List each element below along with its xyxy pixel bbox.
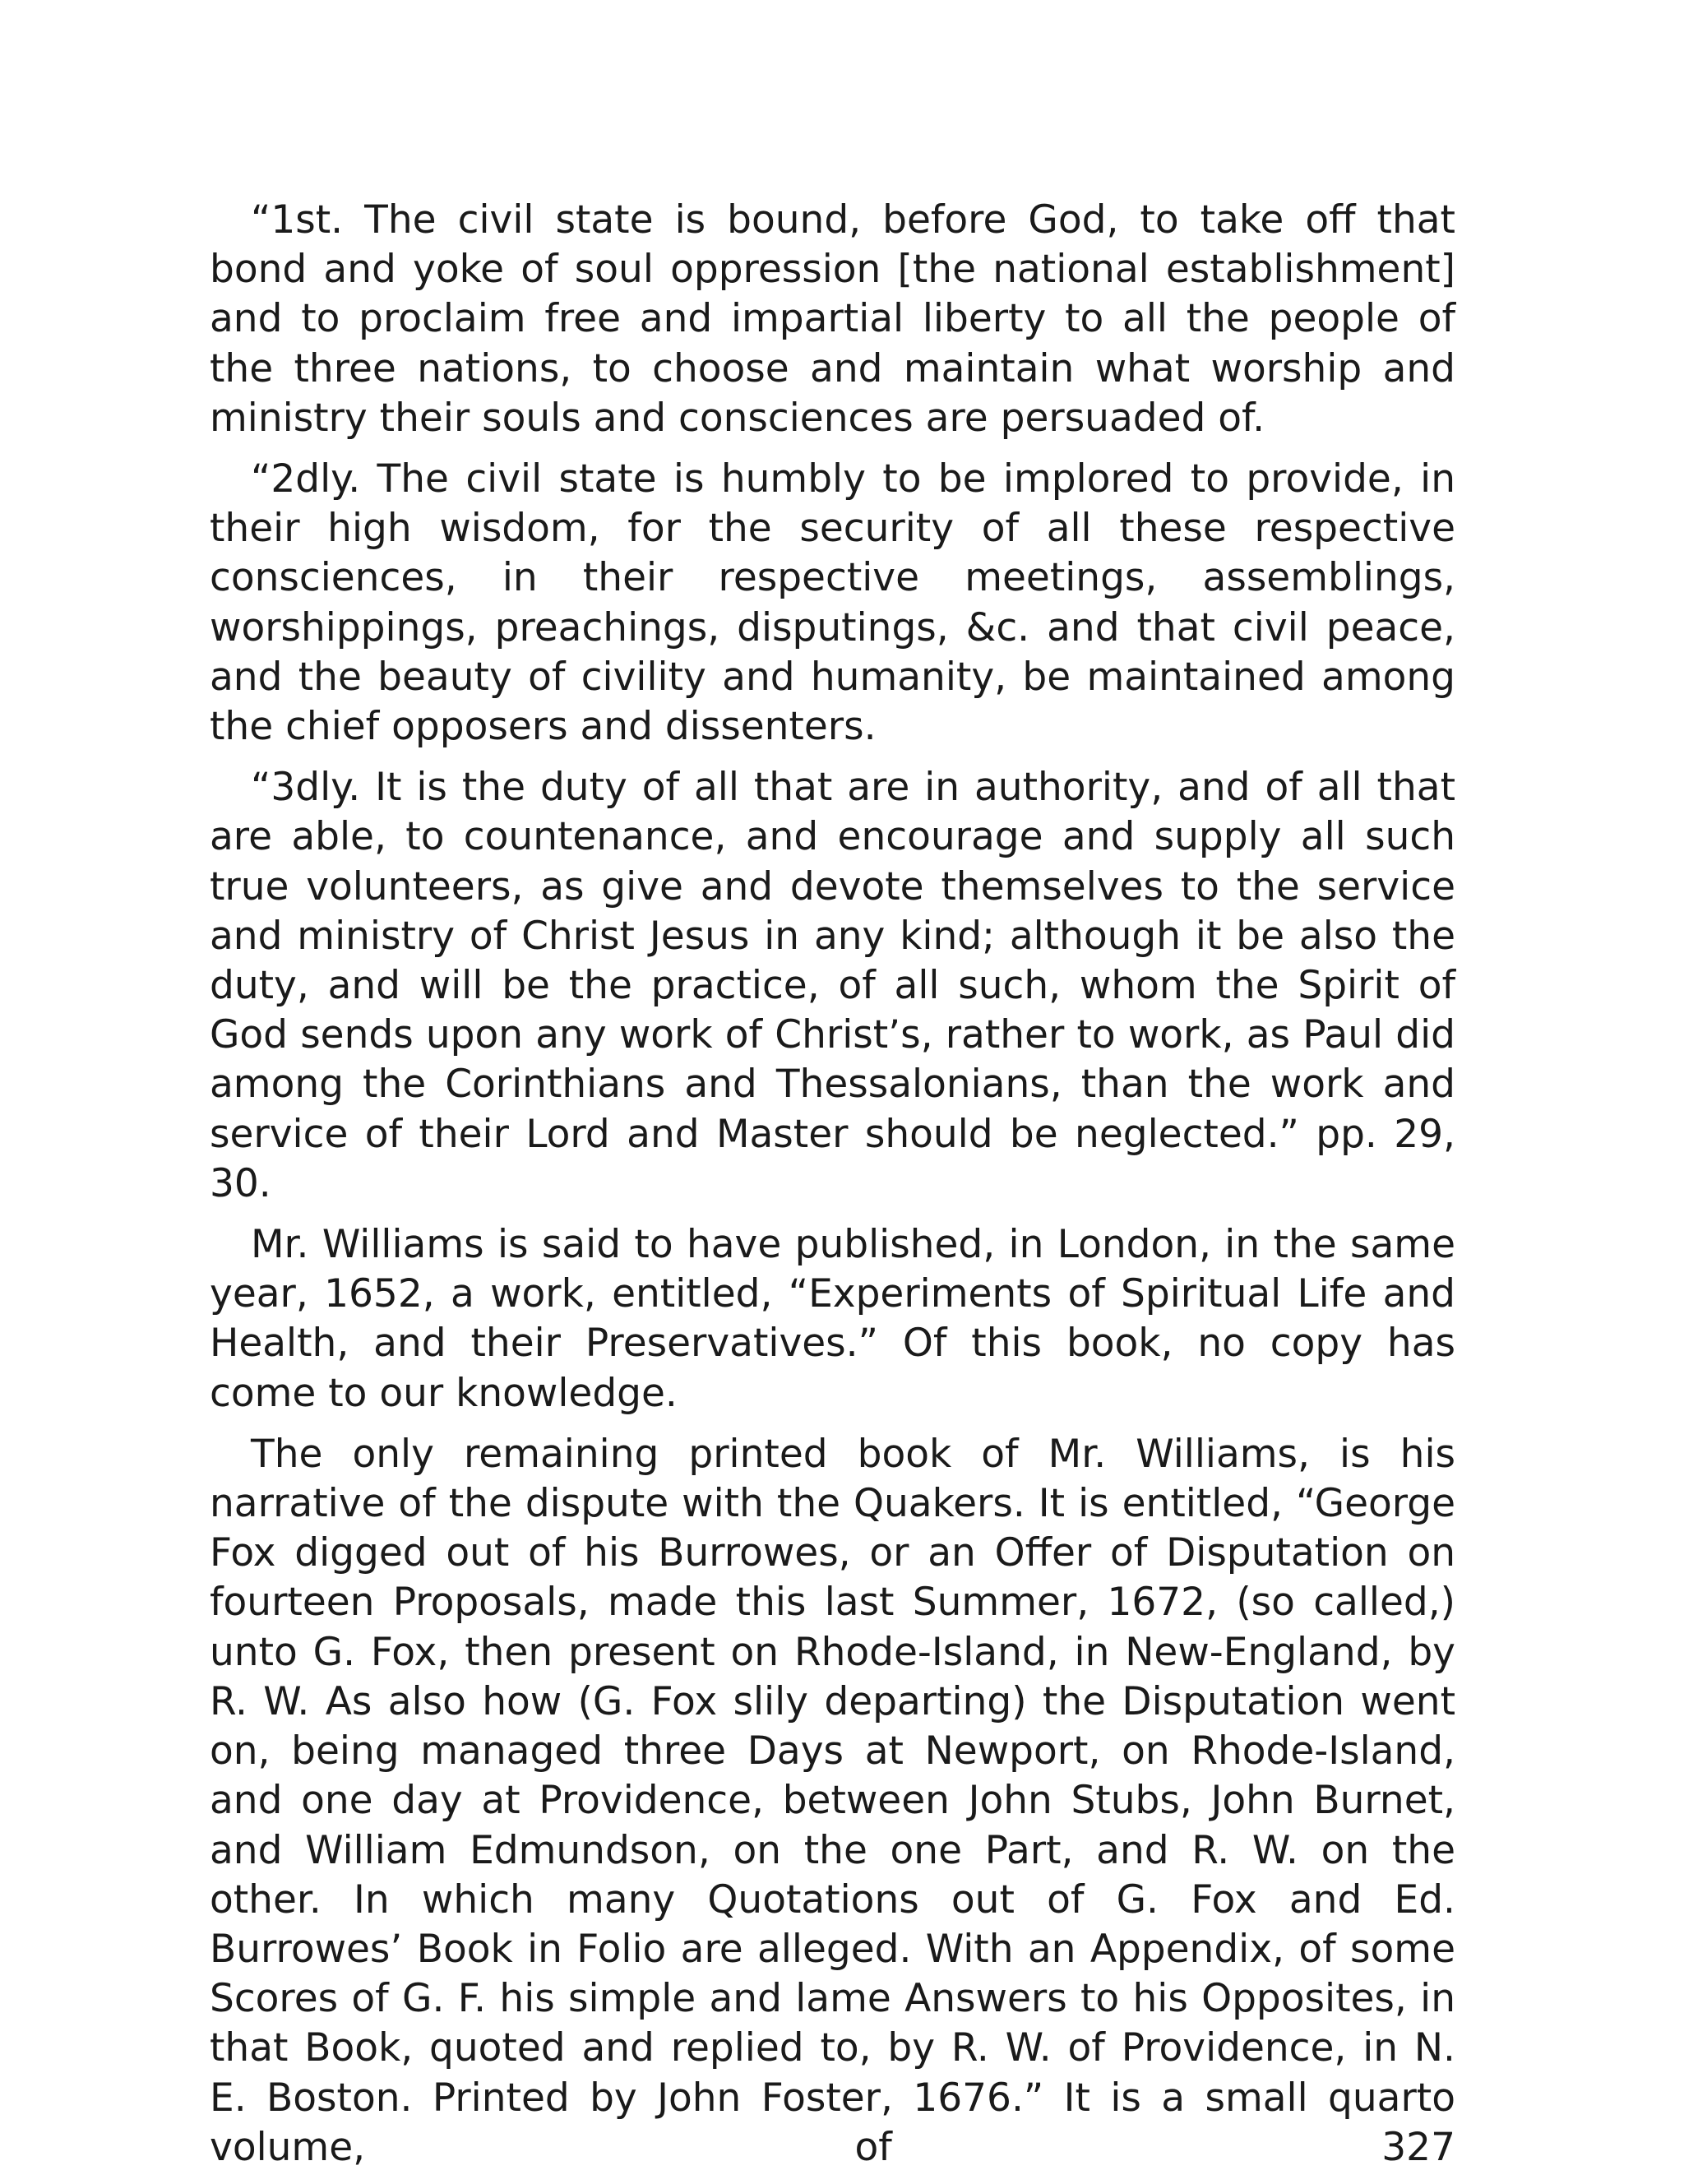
- paragraph-third-proposition: “3dly. It is the duty of all that are in authority, and of all that are able, to countenance, and encourage and supply all such true volunteers, as give and devote themselves to the service and ministry of Christ Jesus in any kind; although it be also the duty, and will be the practice, of all such, whom the Spirit of God sends upon any work of Christ’s, rather to work, as Paul did among the Corinthians and Thessalonians, than the work and service of their Lord and Master should be neglected.” pp. 29, 30.: [210, 765, 1455, 1206]
- paragraph-george-fox-book: The only remaining printed book of Mr. Williams, is his narrative of the dispute with the Quakers. It is entitled, “George Fox digged out of his Burrowes, or an Offer of Disputation on fourteen Proposals, made this last Summer, 1672, (so called,) unto G. Fox, then present on Rhode-Island, in New-England, by R. W. As also how (G. Fox slily departing) the Disputation went on, being managed three Days at Newport, on Rhode-Island, and one day at Providence, between John Stubs, John Burnet, and William Edmundson, on the one Part, and R. W. on the other. In which many Quotations out of G. Fox and Ed. Burrowes’ Book in Folio are alleged. With an Appendix, of some Scores of G. F. his simple and lame Answers to his Opposites, in that Book, quoted and replied to, by R. W. of Providence, in N. E. Boston. Printed by John Foster, 1676.” It is a small quarto volume, of 327: [210, 1431, 1455, 2170]
- paragraph-second-proposition: “2dly. The civil state is humbly to be implored to provide, in their high wisdom, for the security of all these respective consciences, in their respective meetings, assemblings, worshippings, preachings, disputings, &c. and that civil peace, and the beauty of civility and humanity, be maintained among the chief opposers and dissenters.: [210, 456, 1455, 750]
- paragraph-experiments-book: Mr. Williams is said to have published, in London, in the same year, 1652, a work, entitled, “Experiments of Spiritual Life and Health, and their Preservatives.” Of this book, no copy has come to our knowledge.: [210, 1222, 1455, 1416]
- page-text: [210, 196, 1455, 2184]
- paragraph-first-proposition: “1st. The civil state is bound, before God, to take off that bond and yoke of soul oppression [the national establishment] and to proclaim free and impartial liberty to all the people of the three nations, to choose and maintain what worship and ministry their souls and consciences are persuaded of.: [210, 197, 1455, 441]
